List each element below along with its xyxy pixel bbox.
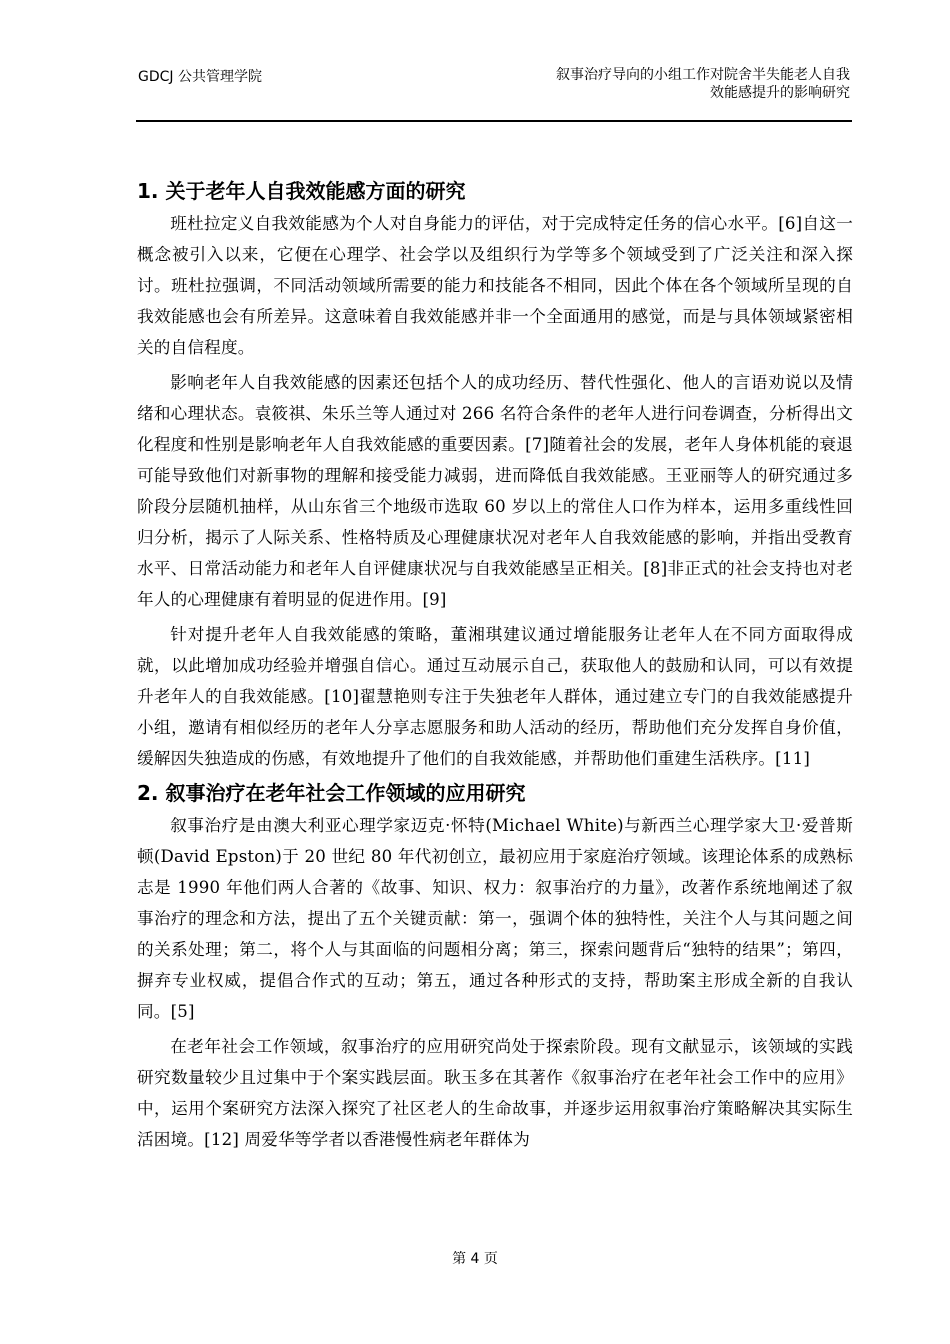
section-2-paragraph-1: 叙事治疗是由澳大利亚心理学家迈克·怀特(Michael White)与新西兰心理学家大卫·爱普斯顿(David Epston)于 20 世纪 80 年代初创立，最初应用于家庭治疗领域。该理论体系的成熟标志是 1990 年他们两人合著的《故事、知识、权力：叙事治疗的力量》，改著作系统地阐述了叙事治疗的理念和方法，提出了五个关键贡献：第一，强调个体的独特性，关注个人与其问题之间的关系处理；第二，将个人与其面临的问题相分离；第三，探索问题背后“独特的结果”；第四，摒弃专业权威，提倡合作式的互动；第五，通过各种形式的支持，帮助案主形成全新的自我认同。[5]: [137, 816, 853, 1021]
section-1-paragraph-3: 针对提升老年人自我效能感的策略，董湘琪建议通过增能服务让老年人在不同方面取得成就，以此增加成功经验并增强自信心。通过互动展示自己，获取他人的鼓励和认同，可以有效提升老年人的自我效能感。[10]翟慧艳则专注于失独老年人群体，通过建立专门的自我效能感提升小组，邀请有相似经历的老年人分享志愿服务和助人活动的经历，帮助他们充分发挥自身价值，缓解因失独造成的伤感，有效地提升了他们的自我效能感，并帮助他们重建生活秩序。[11]: [137, 625, 853, 768]
header-paper-title: 叙事治疗导向的小组工作对院舍半失能老人自我效能感提升的影响研究: [556, 67, 850, 101]
header-institution: GDCJ 公共管理学院: [138, 69, 262, 85]
page-number: 第 4 页: [452, 1251, 498, 1267]
section-heading-2: 2. 叙事治疗在老年社会工作领域的应用研究: [137, 781, 526, 805]
header-divider: [136, 120, 852, 122]
main-content: [137, 176, 853, 1159]
section-1-paragraph-2: 影响老年人自我效能感的因素还包括个人的成功经历、替代性强化、他人的言语劝说以及情绪和心理状态。袁筱祺、朱乐兰等人通过对 266 名符合条件的老年人进行问卷调查，分析得出文化程度和性别是影响老年人自我效能感的重要因素。[7]随着社会的发展，老年人身体机能的衰退可能导致他们对新事物的理解和接受能力减弱，进而降低自我效能感。王亚丽等人的研究通过多阶段分层随机抽样，从山东省三个地级市选取 60 岁以上的常住人口作为样本，运用多重线性回归分析，揭示了人际关系、性格特质及心理健康状况对老年人自我效能感的影响，并指出受教育水平、日常活动能力和老年人自评健康状况与自我效能感呈正相关。[8]非正式的社会支持也对老年人的心理健康有着明显的促进作用。[9]: [137, 373, 853, 609]
section-1-paragraph-1: 班杜拉定义自我效能感为个人对自身能力的评估，对于完成特定任务的信心水平。[6]自这一概念被引入以来，它便在心理学、社会学以及组织行为学等多个领域受到了广泛关注和深入探讨。班杜拉强调，不同活动领域所需要的能力和技能各不相同，因此个体在各个领域所呈现的自我效能感也会有所差异。这意味着自我效能感并非一个全面通用的感觉，而是与具体领域紧密相关的自信程度。: [137, 214, 853, 357]
section-2-paragraph-2: 在老年社会工作领域，叙事治疗的应用研究尚处于探索阶段。现有文献显示，该领域的实践研究数量较少且过集中于个案实践层面。耿玉多在其著作《叙事治疗在老年社会工作中的应用》中，运用个案研究方法深入探究了社区老人的生命故事，并逐步运用叙事治疗策略解决其实际生活困境。[12] 周爱华等学者以香港慢性病老年群体为: [137, 1037, 853, 1149]
section-heading-1: 1. 关于老年人自我效能感方面的研究: [137, 179, 466, 203]
